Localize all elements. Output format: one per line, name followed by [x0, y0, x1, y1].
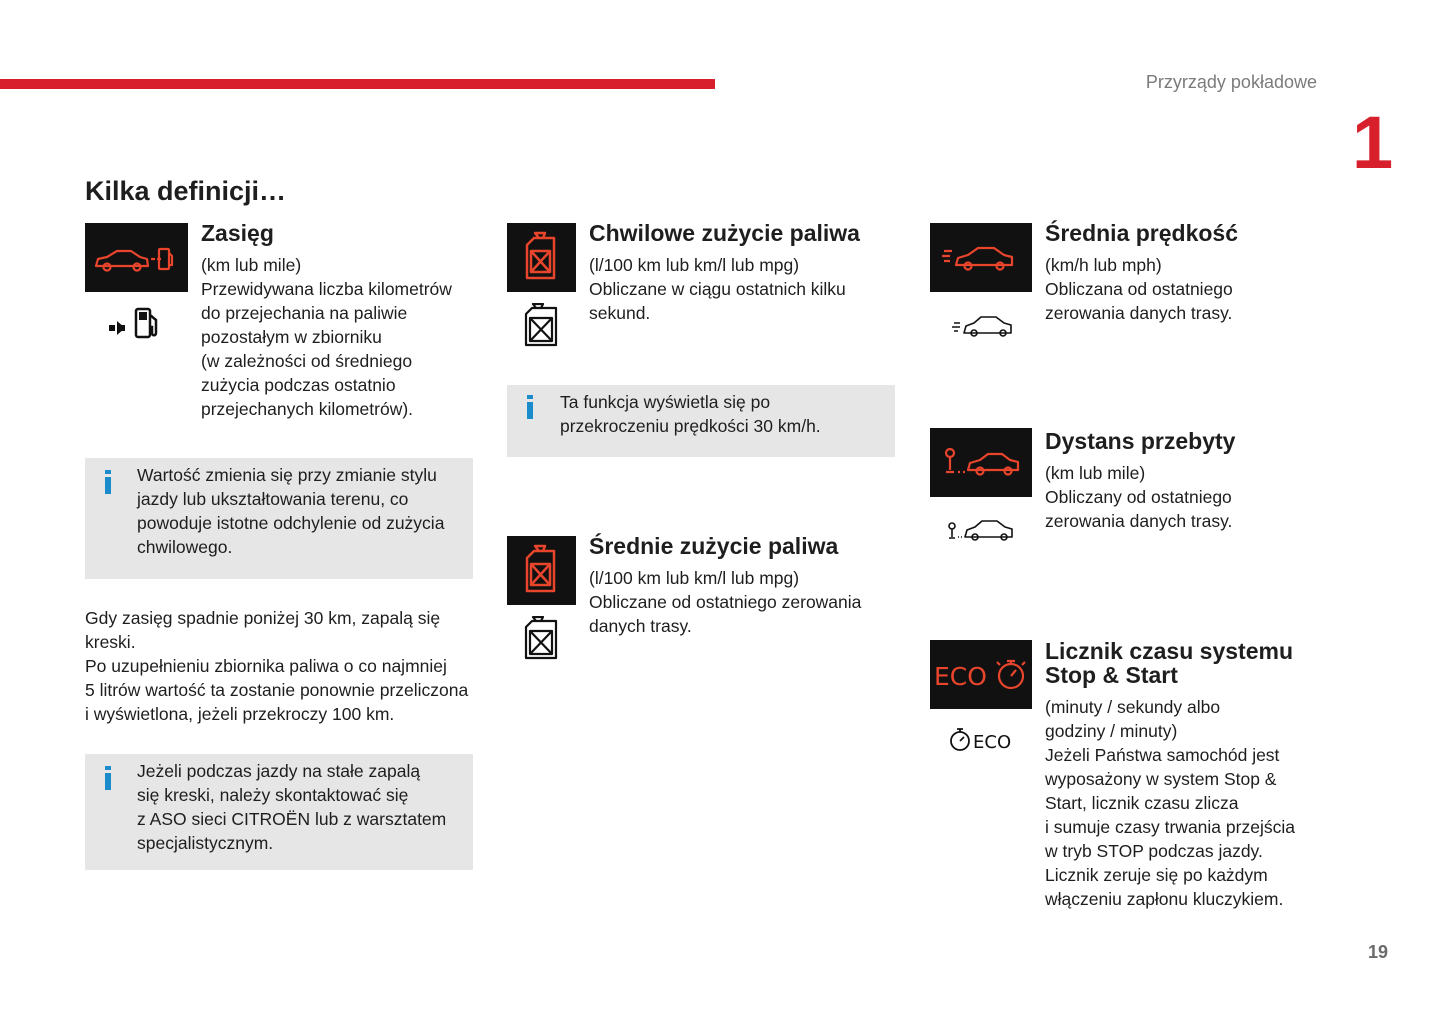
range-note [85, 606, 468, 726]
stop-start-line: Start, licznik czasu zlicza [1045, 793, 1239, 813]
info-box-range-variation [85, 458, 473, 579]
info-box-dashes [85, 754, 473, 870]
info-box-speed [507, 385, 895, 457]
range-description [201, 253, 452, 421]
info-text [560, 390, 821, 438]
info-icon [105, 470, 111, 474]
avg-consumption-line: danych trasy. [589, 616, 692, 636]
range-line: (km lub mile) [201, 255, 302, 275]
info-line: Wartość zmienia się przy zmianie stylu [137, 465, 437, 485]
stop-start-title-line: Licznik czasu systemu [1045, 638, 1293, 664]
avg-speed-line: (km/h lub mph) [1045, 255, 1162, 275]
average-speed-description [1045, 253, 1233, 325]
info-icon-bar [527, 402, 533, 419]
stop-start-title [1045, 639, 1293, 687]
section-title: Przyrządy pokładowe [1145, 72, 1317, 92]
info-line: Jeżeli podczas jazdy na stałe zapalą [137, 761, 421, 781]
stop-start-line: włączeniu zapłonu kluczykiem. [1045, 889, 1284, 909]
avg-speed-line: zerowania danych trasy. [1045, 303, 1233, 323]
stop-start-description [1045, 695, 1295, 911]
info-line: powoduje istotne odchylenie od zużycia [137, 513, 445, 533]
eco-outline-label: ECO [973, 732, 1012, 753]
info-line: chwilowego. [137, 537, 233, 557]
stop-start-line: Licznik zeruje się po każdym [1045, 865, 1268, 885]
distance-travelled-description [1045, 461, 1232, 533]
stop-start-line: w tryb STOP podczas jazdy. [1045, 841, 1263, 861]
distance-line: (km lub mile) [1045, 463, 1146, 483]
distance-travelled-title: Dystans przebyty [1045, 428, 1236, 454]
eco-timer-outline-icon [948, 724, 1018, 754]
info-icon [105, 766, 111, 770]
page-title: Kilka definicji… [85, 176, 287, 206]
average-consumption-description [589, 566, 861, 638]
avg-speed-line: Obliczana od ostatniego [1045, 279, 1233, 299]
speeding-car-icon [930, 223, 1032, 292]
speeding-car-outline-icon [950, 312, 1016, 340]
eco-label: ECO [934, 662, 987, 691]
info-line: się kreski, należy skontaktować się [137, 785, 409, 805]
arrow-fuel-pump-icon [106, 305, 166, 343]
range-title: Zasięg [201, 220, 274, 246]
note-line: Gdy zasięg spadnie poniżej 30 km, zapalą się [85, 608, 441, 628]
stop-start-line: i sumuje czasy trwania przejścia [1045, 817, 1295, 837]
range-line: przejechanych kilometrów). [201, 399, 414, 419]
info-icon-bar [105, 773, 111, 790]
avg-consumption-line: Obliczane od ostatniego zerowania [589, 592, 862, 612]
page-number: 19 [1368, 942, 1389, 962]
instant-consumption-description [589, 253, 846, 325]
info-text [137, 463, 444, 559]
instant-consumption-title: Chwilowe zużycie paliwa [589, 220, 860, 246]
range-line: Przewidywana liczba kilometrów [201, 279, 452, 299]
info-line: przekroczeniu prędkości 30 km/h. [560, 416, 821, 436]
info-icon [527, 395, 533, 399]
stop-start-line: Jeżeli Państwa samochód jest [1045, 745, 1280, 765]
instant-line: Obliczane w ciągu ostatnich kilku [589, 279, 846, 299]
fuel-can-outline-icon [520, 303, 564, 347]
note-line: Po uzupełnieniu zbiornika paliwa o co najmniej [85, 656, 447, 676]
car-fuel-range-icon [85, 223, 188, 292]
fuel-can-outline-icon [520, 616, 564, 660]
range-line: (w zależności od średniego [201, 351, 413, 371]
car-distance-icon [930, 428, 1032, 497]
instant-line: (l/100 km lub km/l lub mpg) [589, 255, 800, 275]
fuel-can-icon [507, 223, 576, 292]
fuel-can-icon [507, 536, 576, 605]
info-text [137, 759, 446, 855]
avg-consumption-line: (l/100 km lub km/l lub mpg) [589, 568, 800, 588]
car-distance-outline-icon [946, 516, 1016, 544]
average-consumption-title: Średnie zużycie paliwa [589, 533, 839, 559]
info-line: Ta funkcja wyświetla się po [560, 392, 771, 412]
average-speed-title: Średnia prędkość [1045, 220, 1239, 246]
range-line: pozostałym w zbiorniku [201, 327, 382, 347]
stop-start-line: (minuty / sekundy albo [1045, 697, 1221, 717]
chapter-number: 1 [1352, 101, 1394, 184]
stop-start-line: wyposażony w system Stop & [1045, 769, 1277, 789]
eco-timer-icon [930, 640, 1032, 709]
stop-start-title-line: Stop & Start [1045, 662, 1178, 688]
info-line: specjalistycznym. [137, 833, 274, 853]
stop-start-line: godziny / minuty) [1045, 721, 1178, 741]
info-line: z ASO sieci CITROËN lub z warsztatem [137, 809, 447, 829]
note-line: 5 litrów wartość ta zostanie ponownie przeliczona [85, 680, 469, 700]
note-line: kreski. [85, 632, 136, 652]
info-icon-bar [105, 477, 111, 494]
range-line: do przejechania na paliwie [201, 303, 408, 323]
distance-line: zerowania danych trasy. [1045, 511, 1233, 531]
range-line: zużycia podczas ostatnio [201, 375, 396, 395]
distance-line: Obliczany od ostatniego [1045, 487, 1232, 507]
info-line: jazdy lub ukształtowania terenu, co [137, 489, 409, 509]
instant-line: sekund. [589, 303, 651, 323]
note-line: i wyświetlona, jeżeli przekroczy 100 km. [85, 704, 395, 724]
header-red-bar [0, 79, 715, 89]
